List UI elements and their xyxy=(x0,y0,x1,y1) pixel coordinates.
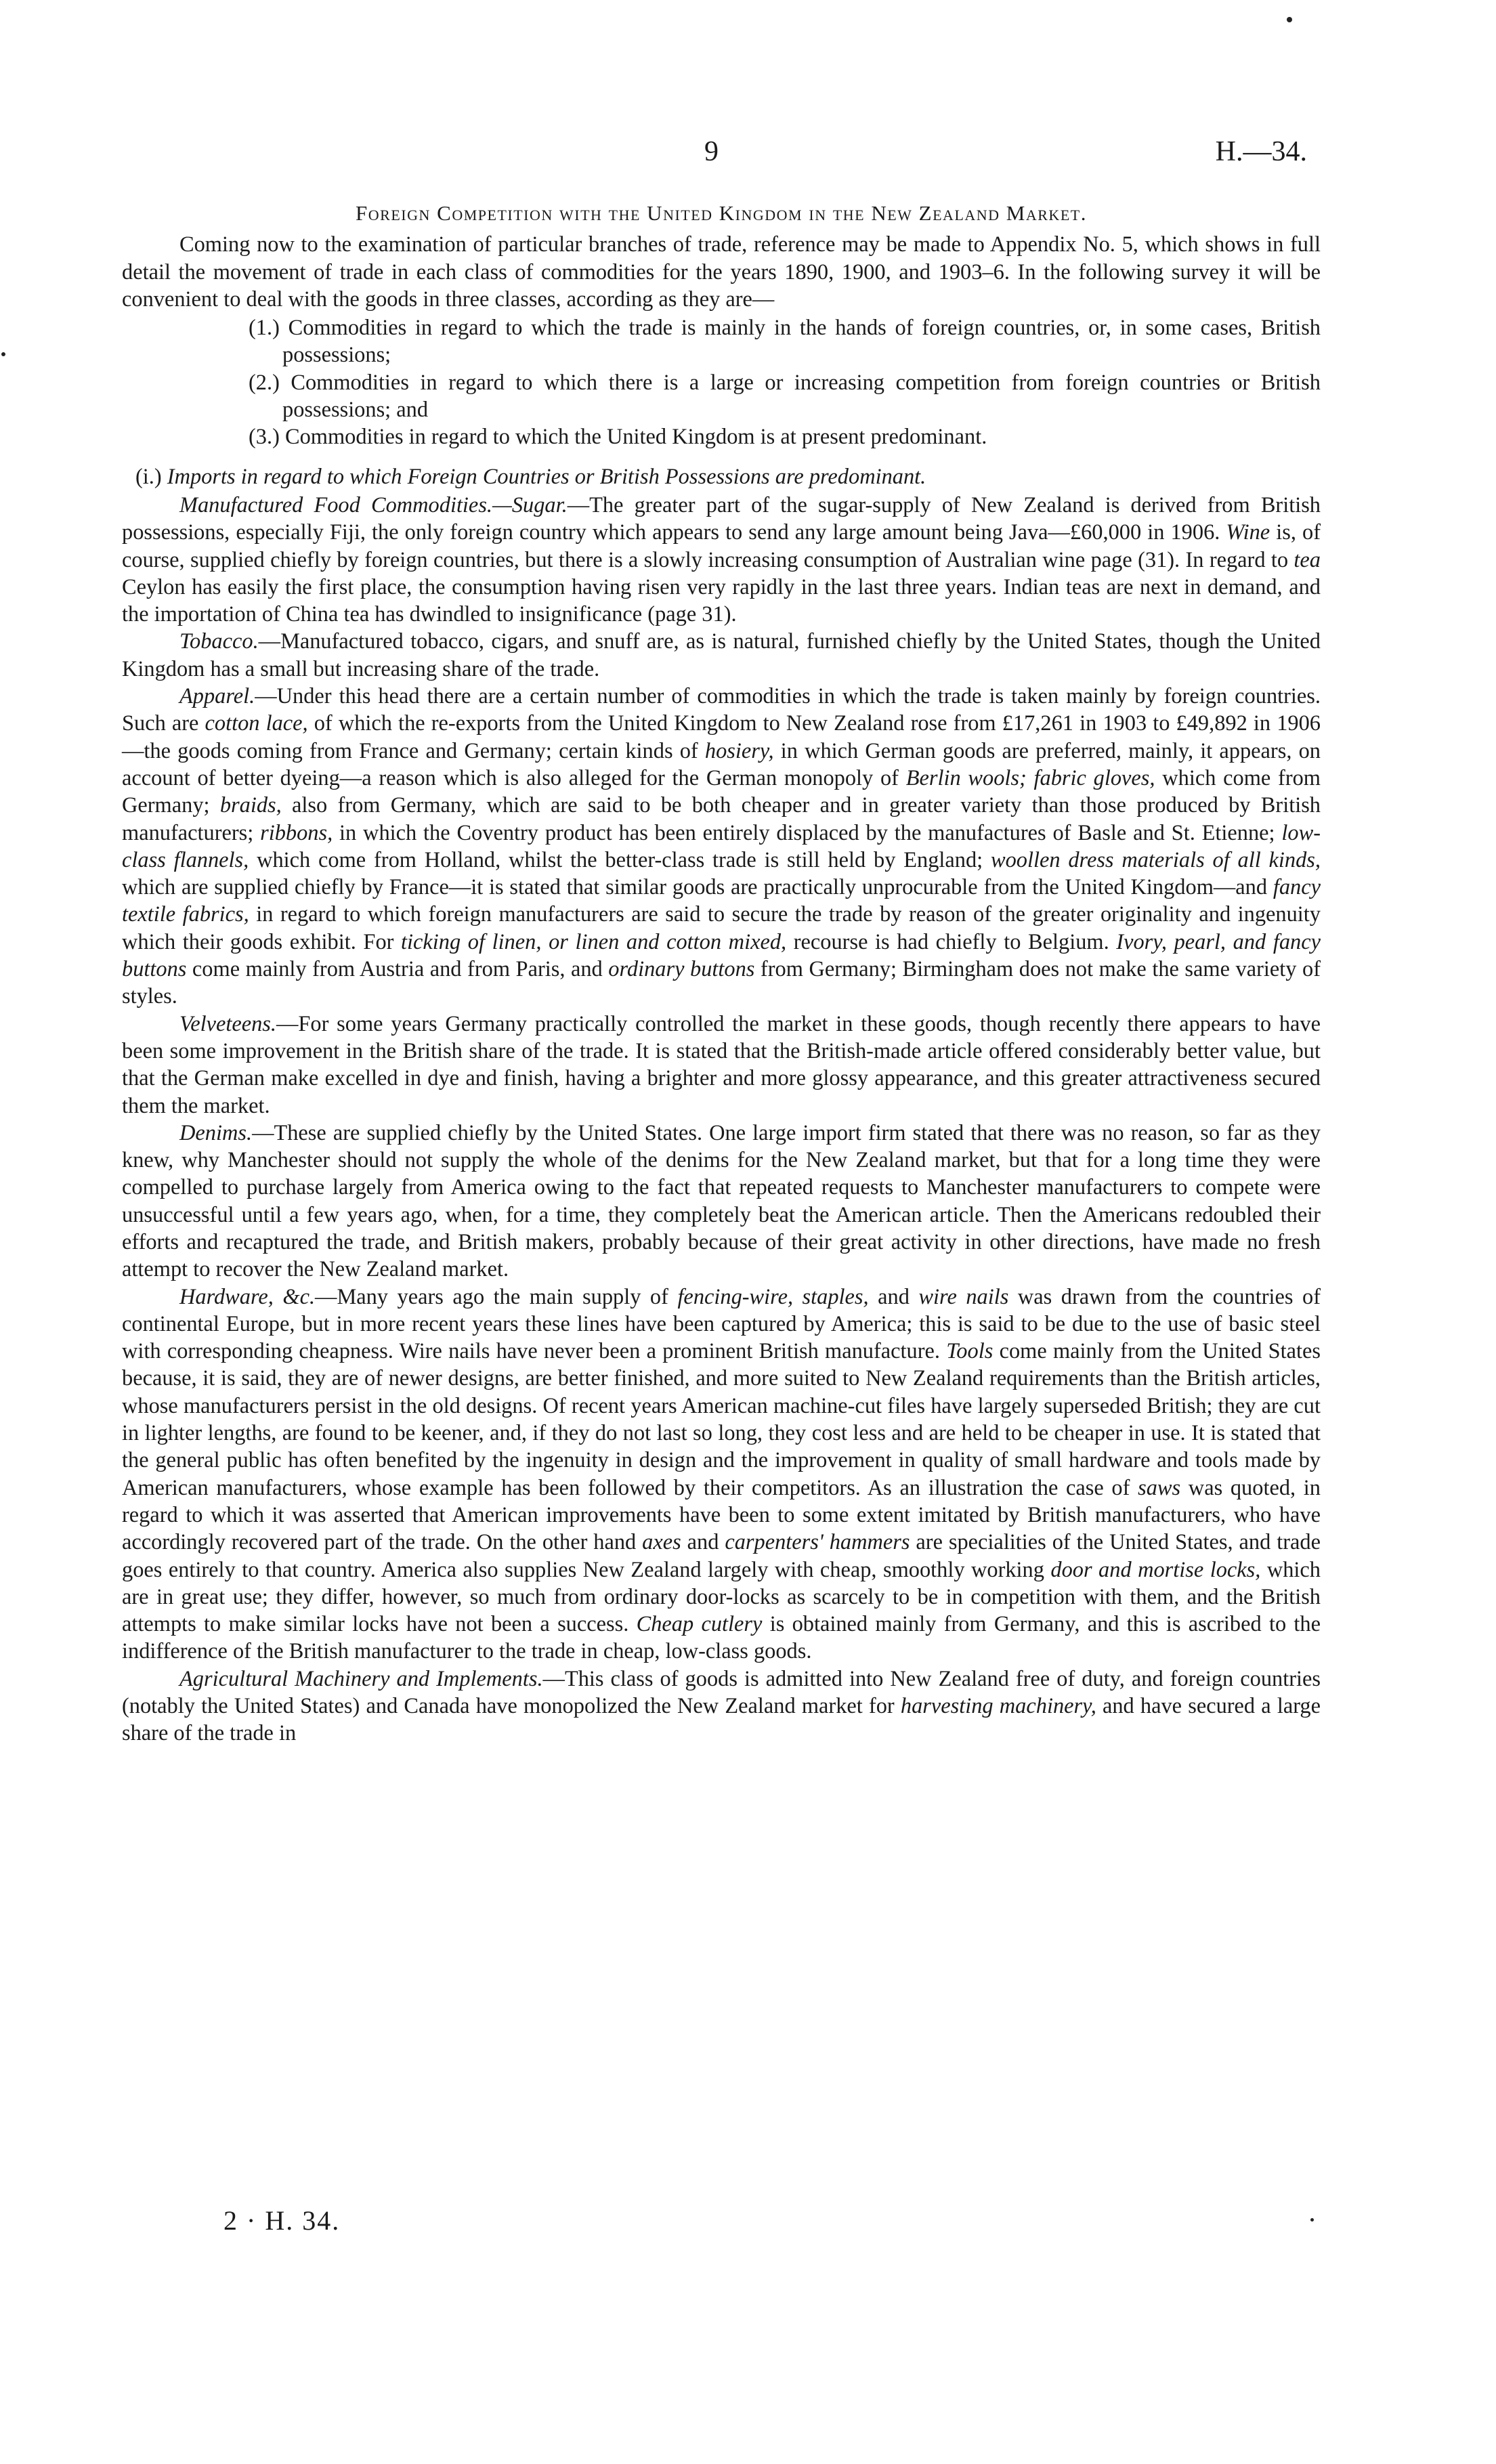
paragraph-hardware xyxy=(122,1283,1321,1665)
paragraph-text: of which the re-exports from the United Kingdom to New Zealand rose from £17,261 in 1903 to £49,892 in 1906—the goods coming from France and Germany; certain kinds of xyxy=(122,711,1321,763)
paragraph-apparel xyxy=(122,683,1321,1011)
paragraph-text: is obtained mainly from Germany, and this is ascribed to the indifference of the British manufacturer to the trade in cheap, low-class goods. xyxy=(122,1612,1321,1664)
paragraph-text: from Germany; Birmingham does not make the same variety of styles. xyxy=(122,957,1321,1009)
paragraph-denims xyxy=(122,1120,1321,1283)
paragraph-text: which come from Germany; xyxy=(122,765,1321,818)
paragraph-text: in which German goods are preferred, mainly, it appears, on account of better dyeing—a reason which is also alleged for the German monopoly of xyxy=(122,738,1321,790)
emphasis-term: cotton lace, xyxy=(205,711,308,736)
emphasis-term: harvesting machinery, xyxy=(900,1694,1096,1719)
paragraph-text: —Manufactured tobacco, cigars, and snuff are, as is natural, furnished chiefly by the United States, though the United Kingdom has a small but increasing share of the trade. xyxy=(122,629,1321,681)
paragraph-lead: Denims. xyxy=(179,1120,253,1145)
emphasis-term: ordinary buttons xyxy=(608,957,755,982)
emphasis-term: axes xyxy=(642,1530,681,1555)
paragraph-text: in which the Coventry product has been entirely displaced by the manufactures of Basle and St. Etienne; xyxy=(333,820,1282,845)
paragraph-lead: Tobacco. xyxy=(179,629,259,654)
emphasis-term: Berlin wools; fabric gloves, xyxy=(905,765,1155,790)
paragraph-text: also from Germany, which are said to be both cheaper and in greater variety than those produced by British manufacturers; xyxy=(122,793,1321,845)
paragraph-text: —The greater part of the sugar-supply of New Zealand is derived from British possessions, especially Fiji, the only foreign country which appears to send any large amount being Java—£60,000 in 1906. xyxy=(122,492,1321,545)
list-text: Commodities in regard to which there is a large or increasing competition from foreign countries or British possessions; and xyxy=(282,370,1321,423)
emphasis-term: fencing-wire, staples, xyxy=(677,1284,869,1309)
paragraph-agricultural xyxy=(122,1665,1321,1747)
emphasis-term: wire nails xyxy=(918,1284,1009,1309)
emphasis-term: Ivory, pearl, and fancy buttons xyxy=(122,929,1321,982)
paragraph-text: come mainly from the United States because, it is said, they are of newer designs, are better finished, and more suited to New Zealand requirements than the British articles, whose manufacturers persist in the old designs. Of recent years American machine-cut files have largely superseded British; they are cut in lighter lengths, are found to be keener, and, if they do not last so long, they cost less and are held to be cheaper in use. It is stated that the general public has often benefited by the ingenuity in design and the improvement in quality of small hardware and tools made by American manufacturers, whose example has been followed by their competitors. As an illustration the case of xyxy=(122,1339,1321,1500)
emphasis-term: Wine xyxy=(1226,520,1270,545)
paragraph-velveteens xyxy=(122,1011,1321,1120)
paragraph-text: —These are supplied chiefly by the United States. One large import firm stated that there was no reason, so far as they knew, why Manchester should not supply the whole of the denims for the New Zealand market, but that for a long time they were compelled to purchase largely from America owing to the fact that repeated requests to Manchester manufacturers to compete were unsuccessful until a few years ago, when, for a time, they completely beat the American article. Then the Americans redoubled their efforts and recaptured the trade, and British makers, probably because of their great activity in other directions, have made no fresh attempt to recover the New Zealand market. xyxy=(122,1120,1321,1282)
paragraph-text: Ceylon has easily the first place, the consumption having risen very rapidly in the last three years. Indian teas are next in demand, and the importation of China tea has dwindled to insignificance (page 31). xyxy=(122,574,1321,627)
paragraph-text: —This class of goods is admitted into New Zealand free of duty, and foreign countries (notably the United States) and Canada have monopolized the New Zealand market for xyxy=(122,1666,1321,1719)
paragraph-lead: Agricultural Machinery and Implements. xyxy=(179,1666,543,1691)
intro-paragraph: Coming now to the examination of particular branches of trade, reference may be made to Appendix No. 5, which shows in full detail the movement of trade in each class of commodities for the years 1890, 1900, and 1903–6. In the following survey it will be convenient to deal with the goods in three classes, according as they are— xyxy=(122,232,1321,312)
emphasis-term: ticking of linen, or linen and cotton mixed, xyxy=(401,929,787,954)
paragraph-text: and xyxy=(868,1284,919,1309)
paragraph-text: and have secured a large share of the trade in xyxy=(122,1694,1321,1746)
list-item xyxy=(122,369,1321,424)
paragraph-text: which are supplied chiefly by France—it is stated that similar goods are practically unprocurable from the United Kingdom—and xyxy=(122,875,1273,900)
paragraph-text: was quoted, in regard to which it was asserted that American improvements have been to some extent imitated by British manufacturers, who have accordingly recovered part of the trade. On the other hand xyxy=(122,1475,1321,1555)
paragraph-text: which are in great use; they differ, however, so much from ordinary door-locks as scarcely to be in competition with them, and the British attempts to make similar locks have not been a success. xyxy=(122,1557,1321,1637)
list-number: (3.) xyxy=(249,425,280,450)
subsection-number: (i.) xyxy=(135,464,162,489)
speck-mark xyxy=(1310,2218,1314,2222)
emphasis-term: low-class flannels, xyxy=(122,820,1321,872)
paragraph-text: in regard to which foreign manufacturers are said to secure the trade by reason of the greater originality and ingenuity which their goods exhibit. For xyxy=(122,902,1321,954)
paragraph-text: —Many years ago the main supply of xyxy=(315,1284,678,1309)
page-body xyxy=(122,200,1321,1747)
list-item xyxy=(122,314,1321,369)
paragraph-tobacco xyxy=(122,628,1321,683)
speck-mark xyxy=(1,352,5,356)
emphasis-term: braids, xyxy=(219,793,282,818)
paragraph-lead: Apparel. xyxy=(179,684,255,709)
paragraph-text: —For some years Germany practically controlled the market in these goods, though recently there appears to have been some improvement in the British share of the trade. It is stated that the British-made article offered considerably better value, but that the German make excelled in dye and finish, having a brighter and more glossy appearance, and this greater attractiveness secured them the market. xyxy=(122,1011,1321,1118)
emphasis-term: fancy textile fabrics, xyxy=(122,875,1321,927)
page-number: 9 xyxy=(704,136,719,167)
emphasis-term: hosiery, xyxy=(704,738,774,763)
list-text: Commodities in regard to which the United Kingdom is at present predominant. xyxy=(284,425,987,450)
paragraph-text: are specialities of the United States, and trade goes entirely to that country. America also supplies New Zealand largely with cheap, smoothly working xyxy=(122,1530,1321,1582)
classes-list xyxy=(122,314,1321,450)
emphasis-term: Cheap cutlery xyxy=(636,1612,763,1637)
emphasis-term: ribbons, xyxy=(260,820,333,845)
paragraph-text: recourse is had chiefly to Belgium. xyxy=(786,929,1117,954)
speck-mark xyxy=(1287,17,1292,22)
paragraph-food xyxy=(122,492,1321,628)
paragraph-text: and xyxy=(681,1530,725,1555)
paragraph-lead: Manufactured Food Commodities.—Sugar. xyxy=(179,492,568,517)
list-item xyxy=(122,423,1321,450)
list-number: (2.) xyxy=(249,370,280,395)
emphasis-term: carpenters' hammers xyxy=(725,1530,910,1555)
page-header xyxy=(122,135,1321,176)
paragraph-text: which come from Holland, whilst the better-class trade is still held by England; xyxy=(249,847,991,872)
emphasis-term: saws xyxy=(1138,1475,1181,1500)
emphasis-term: woollen dress materials of all kinds, xyxy=(990,847,1321,872)
paragraph-lead: Velveteens. xyxy=(179,1011,276,1036)
subsection-title: Imports in regard to which Foreign Countries or British Possessions are predominant. xyxy=(167,464,926,489)
paragraph-lead: Hardware, &c. xyxy=(179,1284,316,1309)
list-number: (1.) xyxy=(249,316,280,341)
list-text: Commodities in regard to which the trade is mainly in the hands of foreign countries, or, in some cases, British possessions; xyxy=(282,316,1321,368)
document-code: H.—34. xyxy=(1215,136,1307,167)
paragraph-text: is, of course, supplied chiefly by foreign countries, but there is a slowly increasing consumption of Australian wine page (31). In regard to xyxy=(122,520,1321,572)
emphasis-term: Tools xyxy=(946,1339,993,1364)
paragraph-text: —Under this head there are a certain number of commodities in which the trade is taken mainly by foreign countries. Such are xyxy=(122,684,1321,736)
section-title: Foreign Competition with the United Kingdom in the New Zealand Market. xyxy=(356,201,1087,225)
paragraph-text: come mainly from Austria and from Paris, and xyxy=(186,957,609,982)
paragraph-text: was drawn from the countries of continental Europe, but in more recent years these lines have been captured by America; this is said to be due to the use of basic steel with corresponding cheapness. Wire nails have never been a prominent British manufacture. xyxy=(122,1284,1321,1364)
signature-mark: 2 · H. 34. xyxy=(223,2205,341,2236)
emphasis-term: door and mortise locks, xyxy=(1050,1557,1261,1582)
subsection-heading xyxy=(122,463,1321,490)
emphasis-term: tea xyxy=(1294,547,1321,572)
